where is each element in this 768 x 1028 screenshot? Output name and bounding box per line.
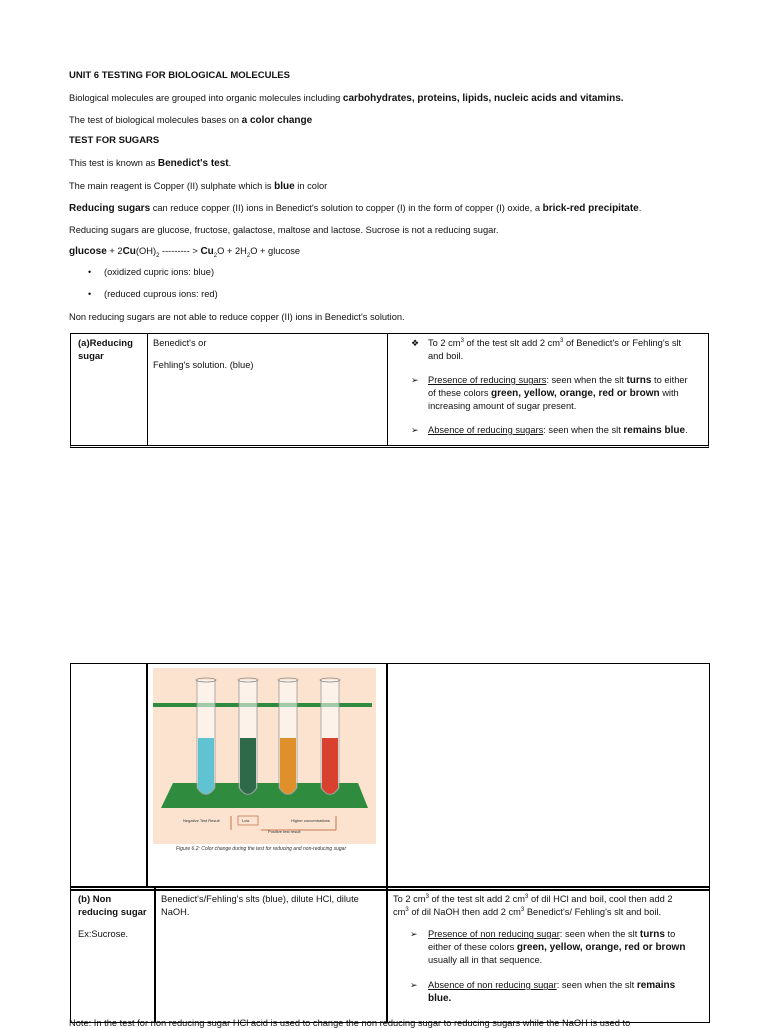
table2-procedure: To 2 $cm^3$ of the test slt add 2 $cm^3$ of dil HCl and boil, cool then add 2 $cm^3$ of dil NaOH then add 2 $cm^3$ Benedict's/ Fehling's slt and boil. <box>393 893 673 917</box>
intro-paragraph: Biological molecules are grouped into organic molecules including carbohydrates, proteins, lipids, nucleic acids and vitamins. <box>69 93 624 104</box>
tube-liquid <box>240 738 256 794</box>
arrow-bullet-icon: ➢ <box>410 929 418 939</box>
non-reducing-line: Non reducing sugars are not able to reduce copper (II) ions in Benedict's solution. <box>69 312 405 322</box>
presence-result: Presence of reducing sugars: seen when the slt turns to either of these colors green, yellow, orange, red or brown with increasing amount of sugar present. <box>428 375 688 411</box>
document-title: UNIT 6 TESTING FOR BIOLOGICAL MOLECULES <box>69 70 290 81</box>
legend-negative: Negative Test Result <box>183 818 220 823</box>
tube-liquid <box>280 738 296 794</box>
benedict-line: This test is known as Benedict's test. <box>69 158 232 169</box>
reagent-cell: Benedict's or Fehling's solution. (blue) <box>153 338 254 370</box>
table2-divider <box>154 888 156 1023</box>
sugars-heading: TEST FOR SUGARS <box>69 135 160 146</box>
absence-result: Absence of reducing sugars: seen when the slt remains blue. <box>428 425 688 436</box>
figure-caption: Figure 6.2: Color change during the test for reducing and non-reducing sugar <box>176 846 347 852</box>
reducing-sugar-table <box>70 333 709 448</box>
reducing-list-line: Reducing sugars are glucose, fructose, galactose, maltose and lactose. Sucrose is not a reducing sugar. <box>69 225 499 235</box>
arrow-bullet-icon: ➢ <box>411 375 419 385</box>
table2-divider <box>146 663 148 888</box>
tube-liquid <box>198 738 214 794</box>
table2-divider <box>386 663 388 1023</box>
bullet-oxidized: (oxidized cupric ions: blue) <box>104 267 215 277</box>
reducing-sugars-line: Reducing sugars can reduce copper (II) ions in Benedict's solution to copper (I) in the form of copper (I) oxide, a brick-red precipitate. <box>69 203 642 214</box>
footnote: Note: In the test for non reducing sugar HCl acid is used to change the non reducing sugar to reducing sugars while the NaOH is used to <box>69 1018 631 1028</box>
bullet-marker: • <box>88 267 92 277</box>
table2-reagents: Benedict's/Fehling's slts (blue), dilute HCl, dilute NaOH. <box>161 894 359 917</box>
reducing-sugar-label: (a)Reducing sugar <box>78 338 133 362</box>
non-reducing-presence: Presence of non reducing sugar: seen when the slt turns to either of these colors green, yellow, orange, red or brown usually all in that sequence. <box>428 929 686 965</box>
arrow-bullet-icon: ➢ <box>411 425 419 435</box>
legend-low: Low <box>242 818 250 823</box>
non-reducing-sugar-label: (b) Non reducing sugar <box>78 894 147 918</box>
tube-liquid <box>322 738 338 794</box>
reagent-line: The main reagent is Copper (II) sulphate which is blue in color <box>69 181 328 192</box>
diamond-bullet-icon: ❖ <box>411 338 420 348</box>
example-sucrose: Ex:Sucrose. <box>78 929 129 939</box>
non-reducing-absence: Absence of non reducing sugar: seen when the slt remains blue. <box>428 980 676 1004</box>
equation-line: $glucose + 2Cu(OH)_2$ --------- > $Cu_2O + 2H_2O + glucose$ <box>69 246 301 259</box>
bullet-marker: • <box>88 289 92 299</box>
arrow-bullet-icon: ➢ <box>410 980 418 990</box>
bullet-reduced: (reduced cuprous ions: red) <box>104 289 218 299</box>
table2-row-divider <box>70 889 710 891</box>
test-tubes-image <box>153 668 376 844</box>
legend-higher: Higher concentrations <box>291 818 330 823</box>
table2-row-divider <box>70 886 710 888</box>
procedure-step: To 2 $cm^3$ of the test slt add 2 $cm^3$ of Benedict's or Fehling's slt and boil. <box>428 337 682 361</box>
legend-positive: Positive test result <box>268 829 301 834</box>
color-change-line: The test of biological molecules bases on a color change <box>69 115 313 126</box>
